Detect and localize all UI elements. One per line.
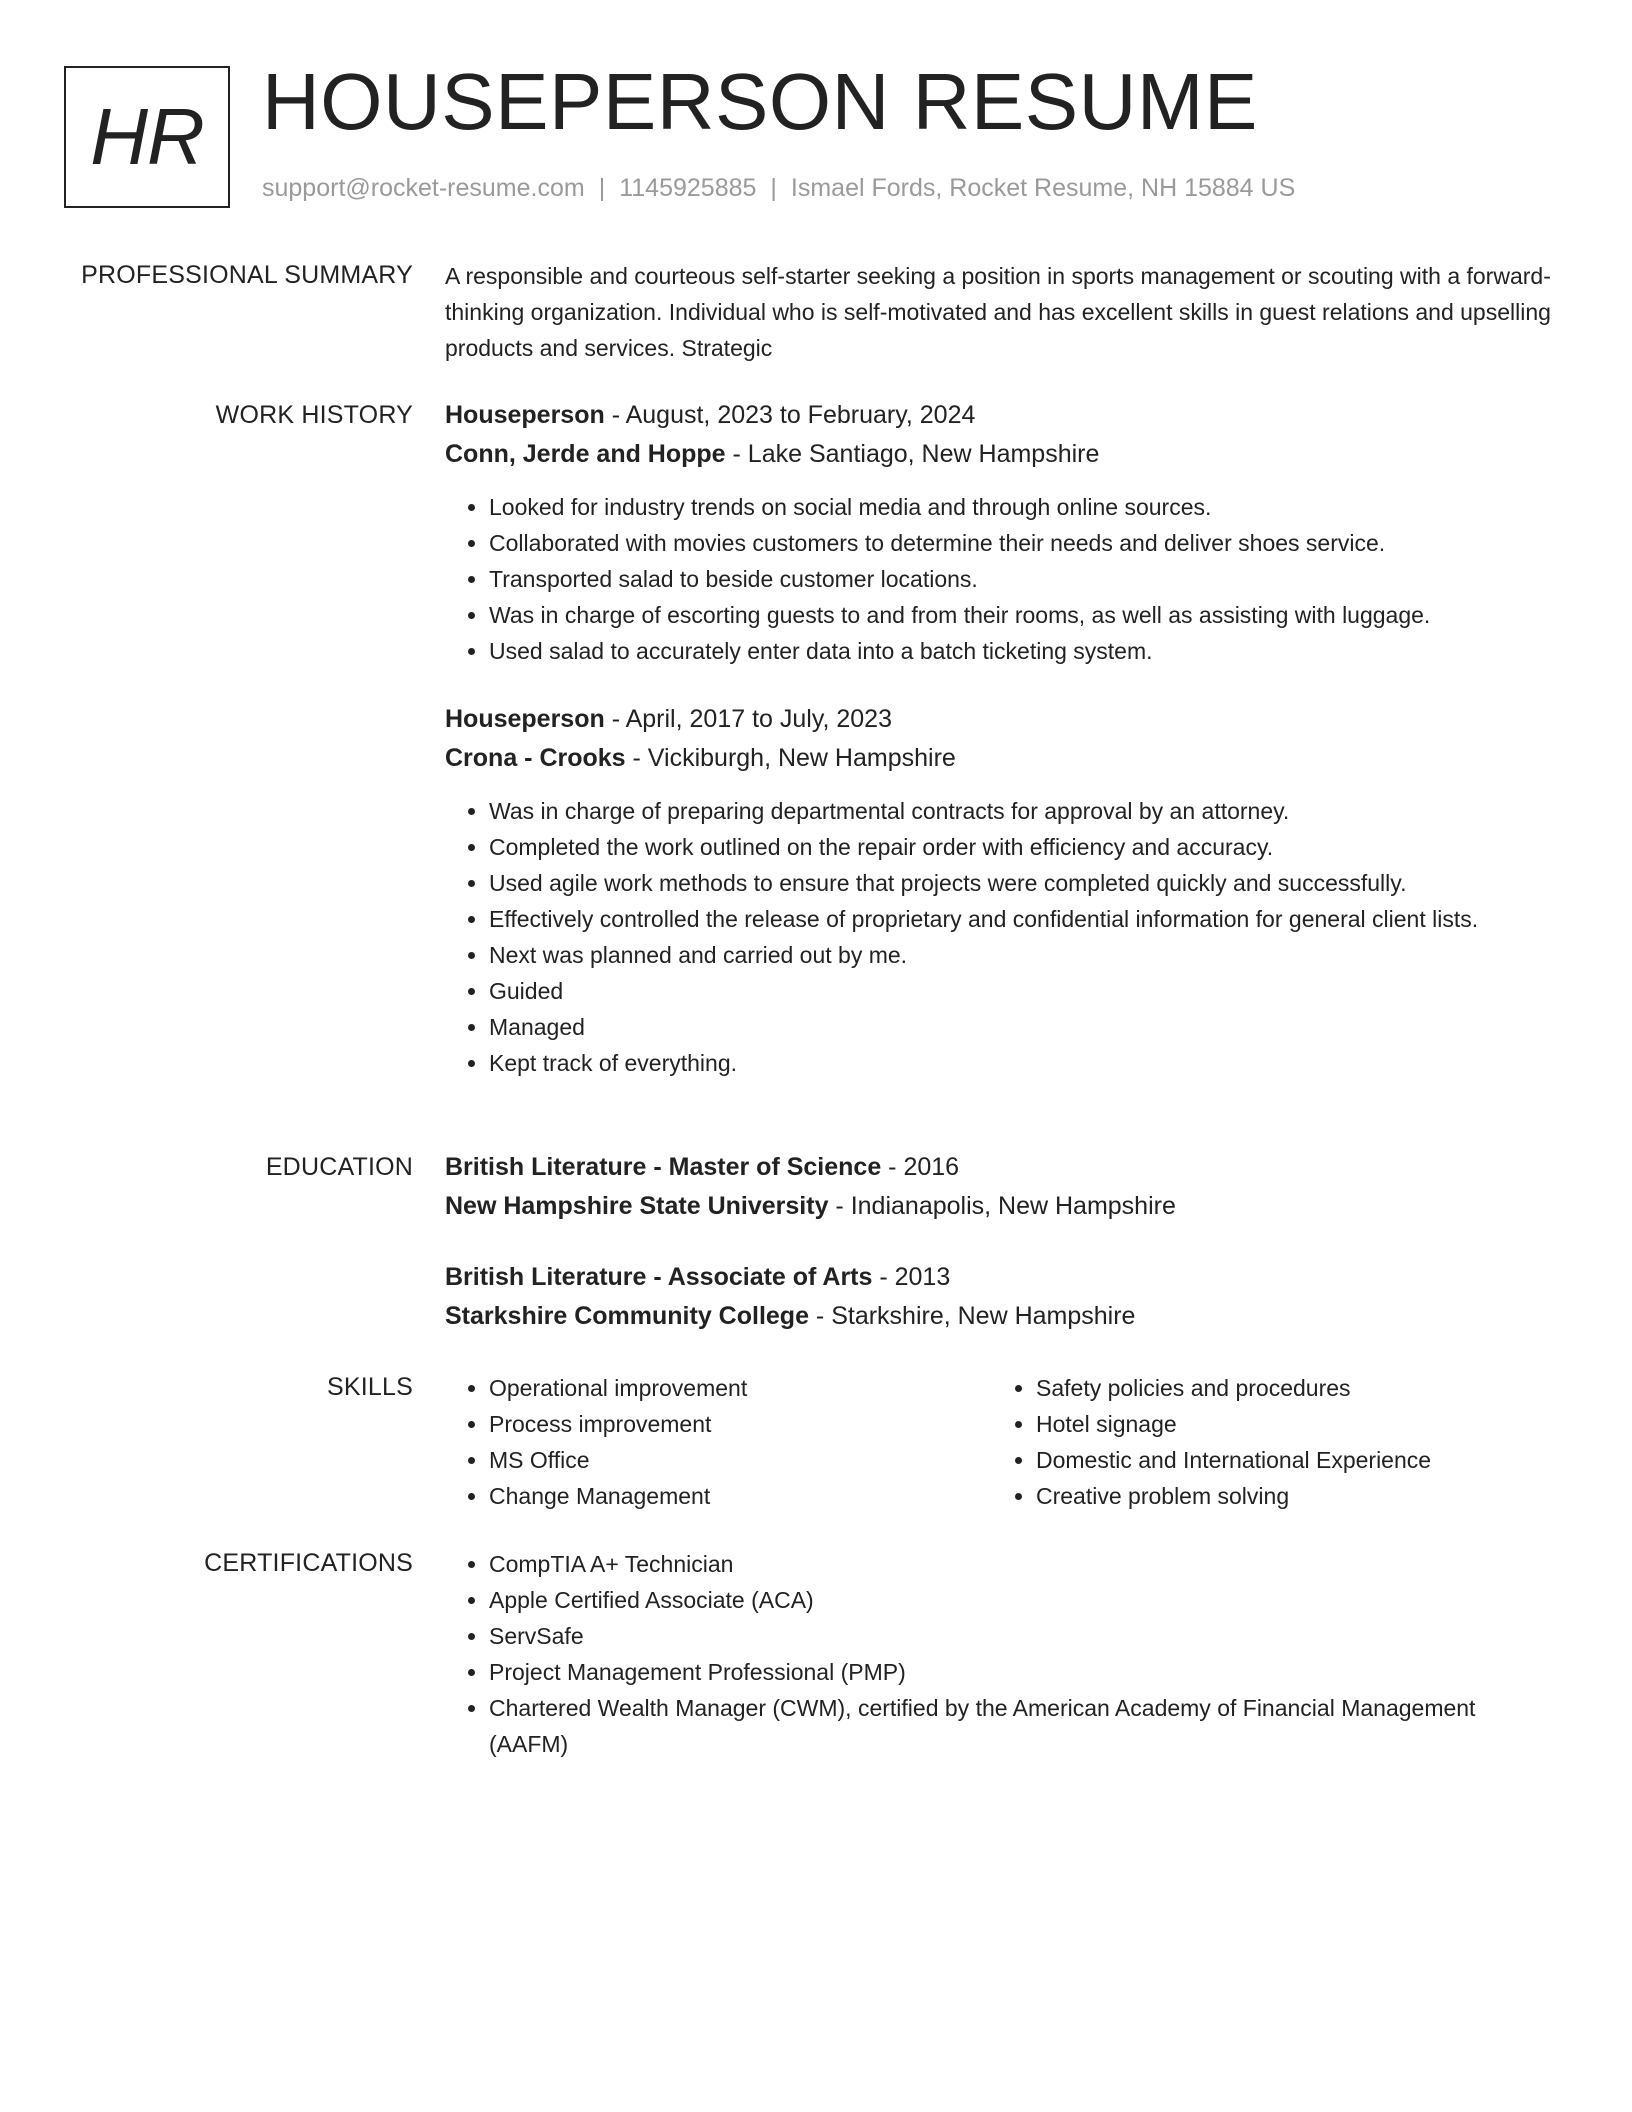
job-duty: • Used salad to accurately enter data into a batch ticketing system. bbox=[489, 633, 1560, 669]
certification-item: • Project Management Professional (PMP) bbox=[489, 1654, 1560, 1690]
contact-phone[interactable]: 1145925885 bbox=[619, 174, 757, 202]
certifications-heading: CERTIFICATIONS bbox=[204, 1549, 413, 1577]
page-title: HOUSEPERSON RESUME bbox=[262, 57, 1258, 146]
job-title-line bbox=[445, 702, 1560, 736]
contact-separator: | bbox=[770, 174, 777, 202]
degree: British Literature - Associate of Arts bbox=[445, 1263, 873, 1291]
summary-heading: PROFESSIONAL SUMMARY bbox=[81, 261, 413, 289]
job-duty: • Next was planned and carried out by me. bbox=[489, 937, 1560, 973]
job-duty: • Was in charge of preparing departmental contracts for approval by an attorney. bbox=[489, 793, 1560, 829]
school-line bbox=[445, 1189, 1176, 1223]
contact-email[interactable]: support@rocket-resume.com bbox=[262, 174, 585, 202]
degree-line bbox=[445, 1260, 1560, 1294]
contact-separator: | bbox=[598, 174, 606, 202]
certification-item: • Apple Certified Associate (ACA) bbox=[489, 1582, 1560, 1618]
education-heading: EDUCATION bbox=[265, 1153, 413, 1181]
school-location: - Indianapolis, New Hampshire bbox=[828, 1192, 1176, 1220]
job-duty: • Transported salad to beside customer locations. bbox=[489, 561, 1560, 597]
job-duty: • Kept track of everything. bbox=[489, 1045, 1560, 1081]
job-company-line bbox=[445, 741, 956, 775]
job-title-line bbox=[445, 398, 1560, 432]
school: New Hampshire State University bbox=[445, 1192, 829, 1220]
job-duty: • Looked for industry trends on social media and through online sources. bbox=[489, 489, 1560, 525]
certification-item: • Chartered Wealth Manager (CWM), certified by the American Academy of Financial Management (AAFM) bbox=[489, 1690, 1560, 1762]
degree-year: - 2016 bbox=[881, 1153, 960, 1181]
contact-address: Ismael Fords, Rocket Resume, NH 15884 US bbox=[790, 174, 1296, 202]
school-line bbox=[445, 1299, 1135, 1333]
job-duty: • Completed the work outlined on the repair order with efficiency and accuracy. bbox=[489, 829, 1560, 865]
degree-year: - 2013 bbox=[872, 1263, 951, 1291]
monogram-initials: HR bbox=[90, 92, 204, 181]
job-location: - Vickiburgh, New Hampshire bbox=[625, 744, 956, 772]
job-duties bbox=[445, 793, 1560, 1081]
job-company: Crona - Crooks bbox=[445, 744, 626, 772]
job-entry bbox=[445, 702, 1560, 1076]
job-location: - Lake Santiago, New Hampshire bbox=[725, 440, 1100, 468]
work-history-heading: WORK HISTORY bbox=[215, 401, 413, 429]
skill-item: • Creative problem solving bbox=[1036, 1478, 1560, 1514]
job-title: Houseperson bbox=[445, 401, 605, 429]
job-duty: • Collaborated with movies customers to determine their needs and deliver shoes service. bbox=[489, 525, 1560, 561]
skill-item: • Process improvement bbox=[489, 1406, 965, 1442]
job-dates: - April, 2017 to July, 2023 bbox=[604, 705, 892, 733]
contact-line bbox=[262, 174, 1295, 203]
skill-item: • Safety policies and procedures bbox=[1036, 1370, 1560, 1406]
job-duty: • Managed bbox=[489, 1009, 1560, 1045]
job-duty: • Guided bbox=[489, 973, 1560, 1009]
degree-line bbox=[445, 1150, 1560, 1184]
skills-heading: SKILLS bbox=[327, 1373, 413, 1401]
skills-list bbox=[992, 1370, 1560, 1514]
skill-item: • MS Office bbox=[489, 1442, 965, 1478]
certification-item: • ServSafe bbox=[489, 1618, 1560, 1654]
job-duty: • Used agile work methods to ensure that projects were completed quickly and successfully. bbox=[489, 865, 1560, 901]
job-duty: • Was in charge of escorting guests to and from their rooms, as well as assisting with luggage. bbox=[489, 597, 1560, 633]
school-location: - Starkshire, New Hampshire bbox=[808, 1302, 1136, 1330]
skills-list bbox=[445, 1370, 965, 1514]
education-entry bbox=[445, 1150, 1560, 1220]
certification-item: • CompTIA A+ Technician bbox=[489, 1546, 1560, 1582]
skill-item: • Domestic and International Experience bbox=[1036, 1442, 1560, 1478]
job-duty: • Effectively controlled the release of proprietary and confidential information for general client lists. bbox=[489, 901, 1560, 937]
skill-item: • Change Management bbox=[489, 1478, 965, 1514]
job-title: Houseperson bbox=[445, 705, 605, 733]
job-company-line bbox=[445, 437, 1099, 471]
skills-column-right bbox=[992, 1370, 1560, 1514]
monogram-box bbox=[64, 66, 230, 208]
degree: British Literature - Master of Science bbox=[445, 1153, 882, 1181]
skill-item: • Hotel signage bbox=[1036, 1406, 1560, 1442]
certifications-list bbox=[445, 1546, 1560, 1762]
skills-column-left bbox=[445, 1370, 965, 1514]
skill-item: • Operational improvement bbox=[489, 1370, 965, 1406]
summary-text: A responsible and courteous self-starter seeking a position in sports management or scouting with a forward-thinking organization. Individual who is self-motivated and has excellent skills in guest relations and upselling products and services. Strategic bbox=[445, 263, 1551, 361]
job-entry bbox=[445, 398, 1560, 664]
education-entry bbox=[445, 1260, 1560, 1330]
school: Starkshire Community College bbox=[445, 1302, 809, 1330]
job-company: Conn, Jerde and Hoppe bbox=[445, 440, 726, 468]
job-dates: - August, 2023 to February, 2024 bbox=[604, 401, 976, 429]
job-duties bbox=[445, 489, 1560, 669]
